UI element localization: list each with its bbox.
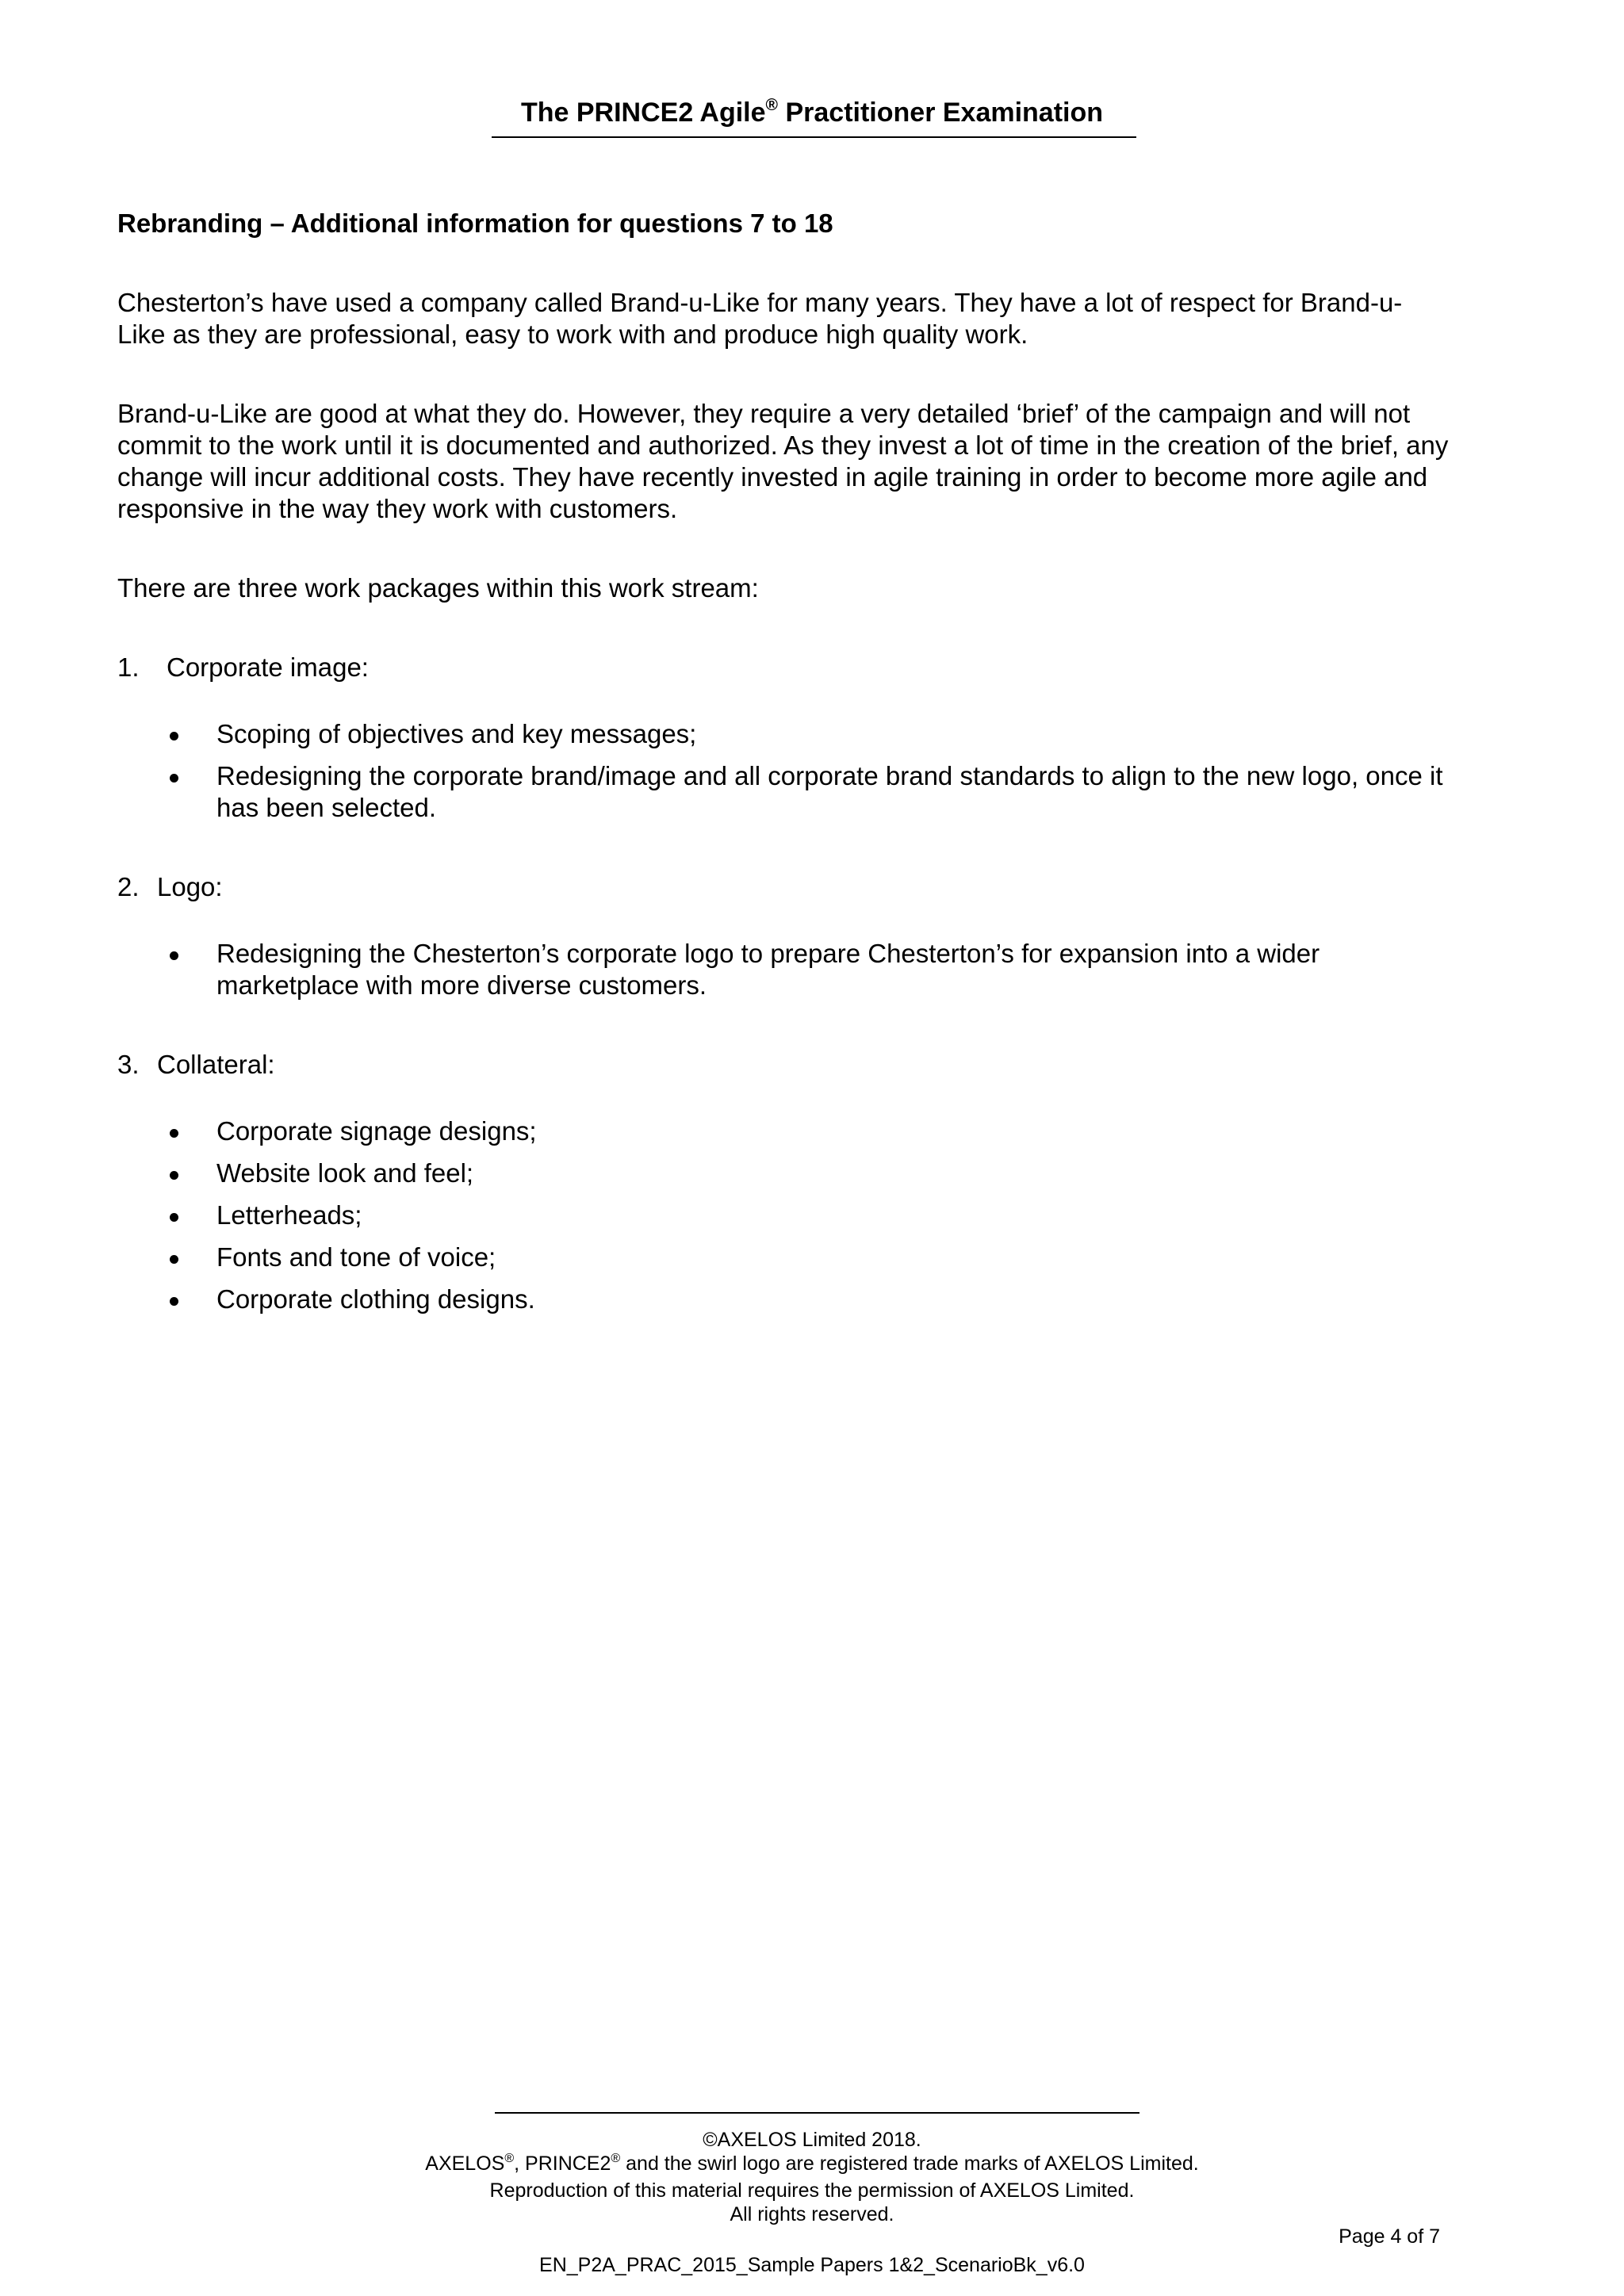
list-item xyxy=(117,718,1450,750)
list-item-text: Corporate clothing designs. xyxy=(216,1284,535,1314)
list-item xyxy=(117,1158,1450,1189)
work-package-title: Corporate image: xyxy=(167,652,369,682)
section-heading: Rebranding – Additional information for questions 7 to 18 xyxy=(117,209,833,238)
bullet-icon xyxy=(170,1171,178,1180)
footer-rights: All rights reserved. xyxy=(730,2203,894,2225)
footer-reproduction: Reproduction of this material requires the permission of AXELOS Limited. xyxy=(489,2179,1135,2202)
work-package-2-bullets xyxy=(117,938,1450,1001)
page-number: Page 4 of 7 xyxy=(1339,2225,1440,2248)
work-package-1 xyxy=(117,652,1450,683)
work-package-3-bullets xyxy=(117,1115,1450,1315)
trademark-text: and the swirl logo are registered trade marks of AXELOS Limited. xyxy=(620,2152,1199,2175)
list-item xyxy=(117,1242,1450,1273)
footer-divider xyxy=(495,2112,1139,2114)
bullet-icon xyxy=(170,774,178,783)
list-item-text: Redesigning the corporate brand/image and all corporate brand standards to align to the new logo, once it has been selected. xyxy=(216,761,1443,822)
bullet-icon xyxy=(170,1297,178,1306)
header-title-text: The PRINCE2 Agile xyxy=(520,98,766,128)
bullet-icon xyxy=(170,1255,178,1264)
work-package-title: Logo: xyxy=(157,872,223,901)
list-item-text: Scoping of objectives and key messages; xyxy=(216,719,697,748)
bullet-icon xyxy=(170,1129,178,1138)
list-item-text: Fonts and tone of voice; xyxy=(216,1242,496,1272)
registered-mark: ® xyxy=(765,96,779,114)
paragraph: Brand-u-Like are good at what they do. However, they require a very detailed ‘brief’ of the campaign and will not commit to the work until it is documented and authorized. As they invest a lot of time in the creation of the brief, any change will incur additional costs. They have recently invested in agile training in order to become more agile and responsive in the way they work with customers. xyxy=(117,399,1449,523)
registered-mark: ® xyxy=(504,2152,515,2165)
list-number: 1. xyxy=(117,652,140,682)
bullet-icon xyxy=(170,951,178,960)
document-code: EN_P2A_PRAC_2015_Sample Papers 1&2_ScenarioBk_v6.0 xyxy=(539,2254,1085,2276)
list-item xyxy=(117,1200,1450,1231)
list-item xyxy=(117,1115,1450,1147)
list-item-text: Corporate signage designs; xyxy=(216,1116,537,1146)
trademark-text: AXELOS xyxy=(425,2152,505,2175)
work-package-2 xyxy=(117,871,1450,903)
footer-copyright: ©AXELOS Limited 2018. xyxy=(703,2129,921,2151)
page-header-title xyxy=(0,94,1624,136)
list-item xyxy=(117,1284,1450,1315)
footer-trademark xyxy=(0,2152,1624,2179)
registered-mark: ® xyxy=(611,2152,621,2165)
bullet-icon xyxy=(170,1213,178,1222)
bullet-icon xyxy=(170,732,178,740)
paragraph: There are three work packages within this work stream: xyxy=(117,573,759,603)
work-package-title: Collateral: xyxy=(157,1050,275,1079)
list-number: 2. xyxy=(117,872,140,901)
work-package-3 xyxy=(117,1049,1450,1081)
list-number: 3. xyxy=(117,1050,140,1079)
list-item xyxy=(117,760,1450,824)
header-title-text-end: Practitioner Examination xyxy=(778,98,1104,128)
list-item-text: Letterheads; xyxy=(216,1200,362,1230)
paragraph: Chesterton’s have used a company called Brand-u-Like for many years. They have a lot of respect for Brand-u-Like as they are professional, easy to work with and produce high quality work. xyxy=(117,288,1403,349)
list-item xyxy=(117,938,1450,1001)
list-item-text: Redesigning the Chesterton’s corporate logo to prepare Chesterton’s for expansion into a wider marketplace with more diverse customers. xyxy=(216,939,1320,1000)
footer-notice xyxy=(0,2128,1624,2226)
header-divider xyxy=(492,136,1136,138)
work-package-1-bullets xyxy=(117,718,1450,824)
list-item-text: Website look and feel; xyxy=(216,1158,474,1188)
document-body xyxy=(117,208,1450,1363)
trademark-text: , PRINCE2 xyxy=(514,2152,611,2175)
